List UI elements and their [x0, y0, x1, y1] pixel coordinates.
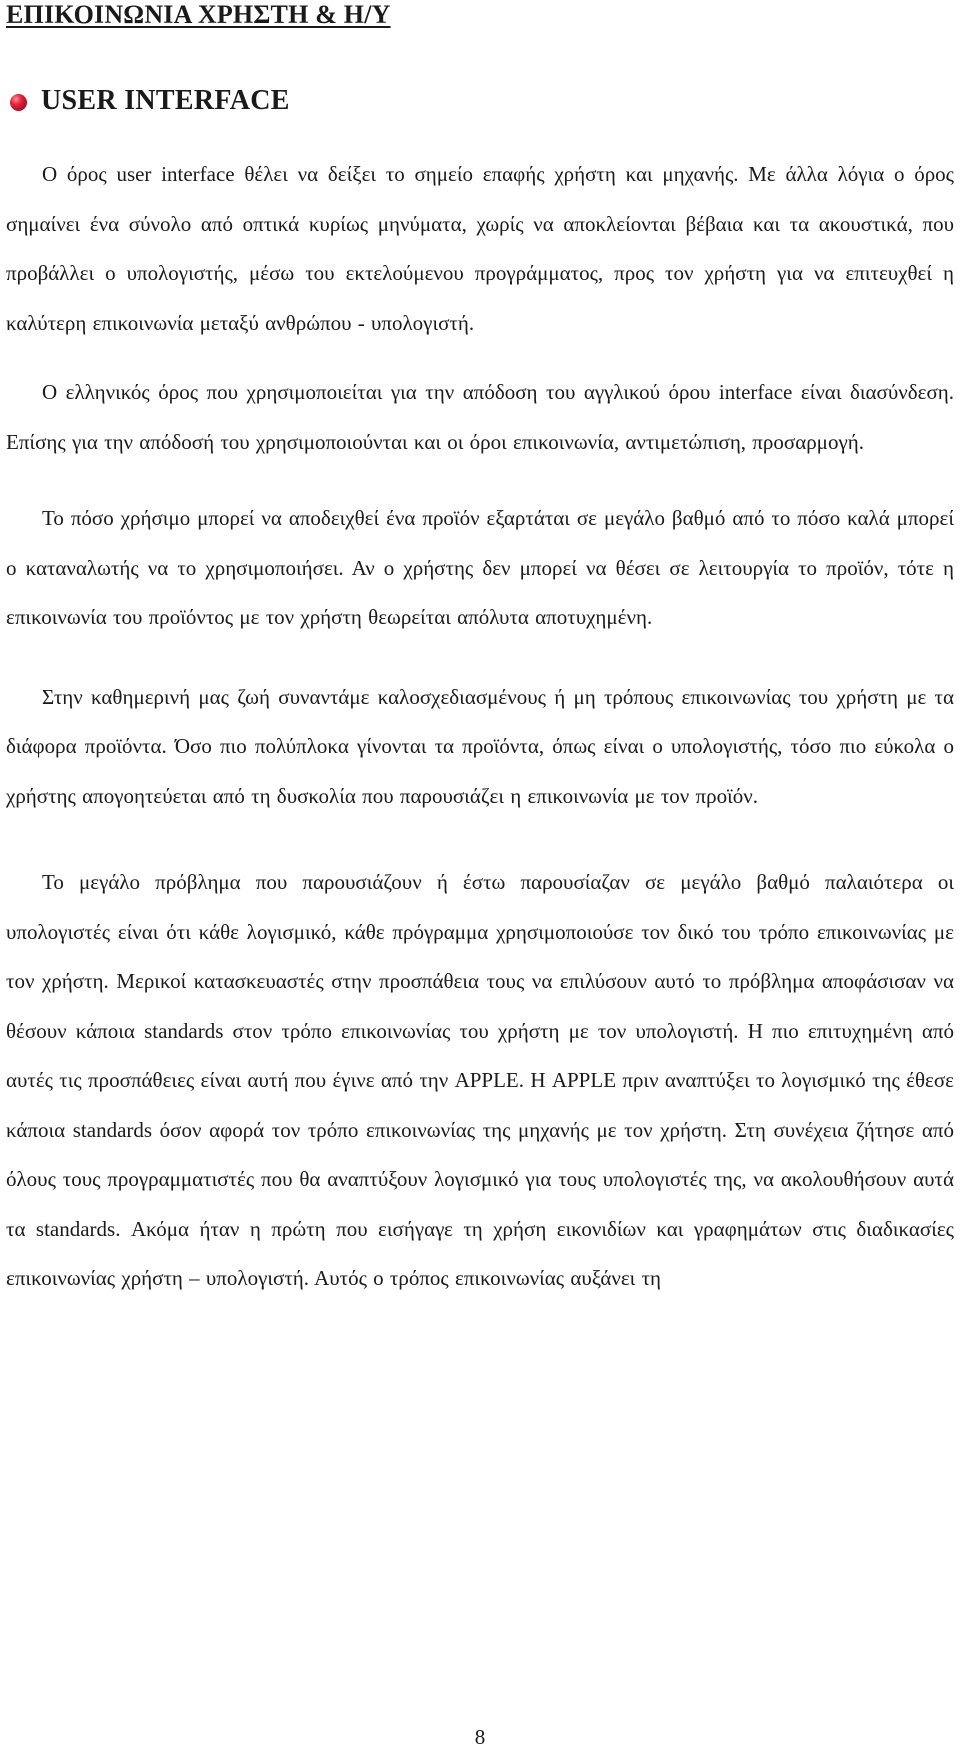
red-bullet-icon: [10, 94, 27, 111]
paragraph-product-usefulness: Το πόσο χρήσιμο μπορεί να αποδειχθεί ένα προϊόν εξαρτάται σε μεγάλο βαθμό από το πόσο καλά μπορεί ο καταναλωτής να το χρησιμοποιήσει. Αν ο χρήστης δεν μπορεί να θέσει σε λειτουργία το προϊόν, τότε η επικοινωνία του προϊόντος με τον χρήστη θεωρείται απόλυτα αποτυχημένη.: [6, 506, 954, 629]
paragraph-everyday-life: Στην καθημερινή μας ζωή συναντάμε καλοσχεδιασμένους ή μη τρόπους επικοινωνίας του χρήστη με τα διάφορα προϊόντα. Όσο πιο πολύπλοκα γίνονται τα προϊόντα, όπως είναι ο υπολογιστής, τόσο πιο εύκολα ο χρήστης απογοητεύεται από τη δυσκολία που παρουσιάζει η επικοινωνία με τον προϊόν.: [6, 684, 954, 808]
document-title: ΕΠΙΚΟΙΝΩΝΙΑ ΧΡΗΣΤΗ & Η/Υ: [6, 0, 391, 29]
paragraph-greek-term: Ο ελληνικός όρος που χρησιμοποιείται για την απόδοση του αγγλικού όρου interface είναι διασύνδεση. Επίσης για την απόδοσή του χρησιμοποιούνται και οι όροι επικοινωνία, αντιμετώπιση, προσαρμογή.: [6, 380, 954, 454]
page-number: 8: [474, 1725, 486, 1749]
section-heading: [10, 84, 290, 118]
paragraph-user-interface-definition: Ο όρος user interface θέλει να δείξει το σημείο επαφής χρήστη και μηχανής. Με άλλα λόγια ο όρος σημαίνει ένα σύνολο από οπτικά κυρίως μηνύματα, χωρίς να αποκλείονται βέβαια και τα ακουστικά, που προβάλλει ο υπολογιστής, μέσω του εκτελούμενου προγράμματος, προς τον χρήστη για να επιτευχθεί η καλύτερη επικοινωνία μεταξύ ανθρώπου - υπολογιστή.: [6, 162, 954, 335]
paragraph-standards-apple: Το μεγάλο πρόβλημα που παρουσιάζουν ή έστω παρουσίαζαν σε μεγάλο βαθμό παλαιότερα οι υπολογιστές είναι ότι κάθε λογισμικό, κάθε πρόγραμμα χρησιμοποιούσε τον δικό του τρόπο επικοινωνίας με τον χρήστη. Μερικοί κατασκευαστές στην προσπάθεια τους να επιλύσουν αυτό το πρόβλημα αποφάσισαν να θέσουν κάποια standards στον τρόπο επικοινωνίας του χρήστη με τον υπολογιστή. Η πιο επιτυχημένη από αυτές τις προσπάθειες είναι αυτή που έγινε από την APPLE. Η APPLE πριν αναπτύξει το λογισμικό της έθεσε κάποια standards όσον αφορά τον τρόπο επικοινωνίας της μηχανής με τον χρήστη. Στη συνέχεια ζήτησε από όλους τους προγραμματιστές που θα αναπτύξουν λογισμικό για τους υπολογιστές της, να ακολουθήσουν αυτά τα standards. Ακόμα ήταν η πρώτη που εισήγαγε τη χρήση εικονιδίων και γραφημάτων στις διαδικασίες επικοινωνίας χρήστη – υπολογιστή. Αυτός ο τρόπος επικοινωνίας αυξάνει τη: [6, 870, 954, 1290]
section-heading-text: USER INTERFACE: [41, 85, 290, 116]
document-body: [6, 150, 954, 1304]
